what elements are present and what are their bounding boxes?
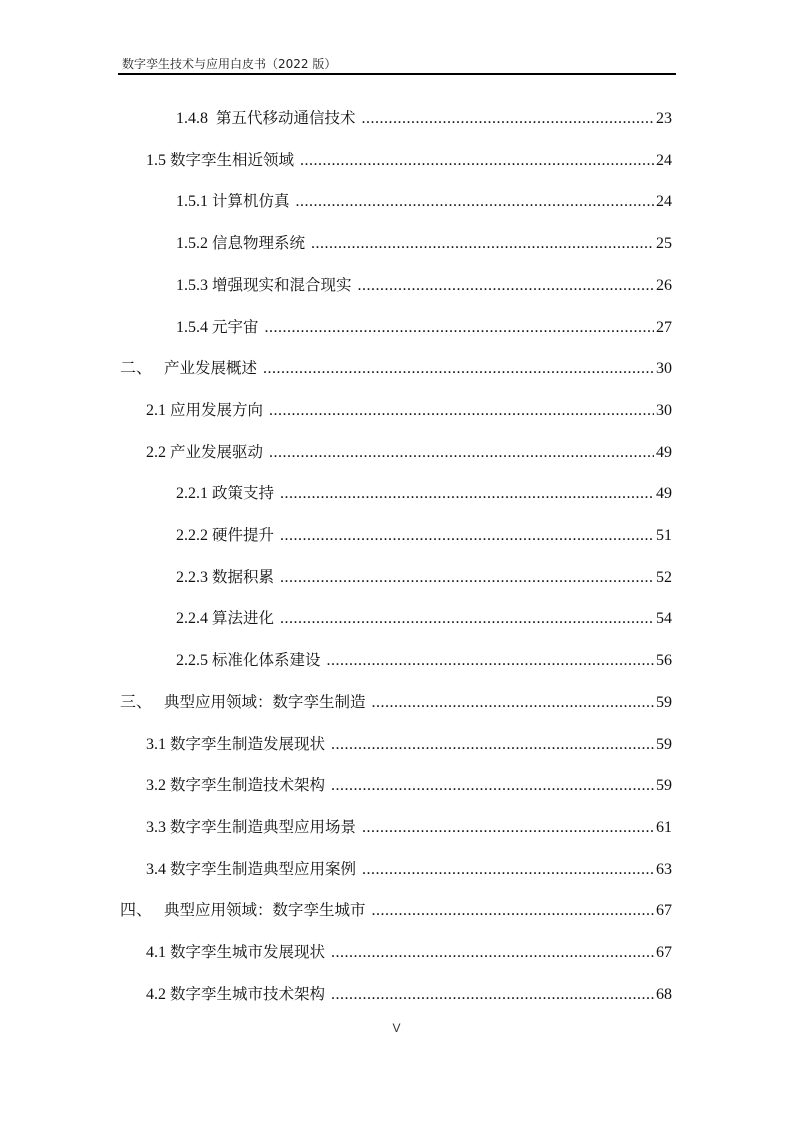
toc-leader-dots — [280, 566, 654, 590]
toc-number: 3.4 — [146, 860, 170, 878]
toc-leader-dots — [362, 107, 654, 131]
toc-entry[interactable] — [146, 773, 672, 797]
toc-leader-dots — [331, 983, 654, 1007]
toc-leader-dots — [331, 733, 654, 757]
toc-leader-dots — [327, 649, 654, 673]
toc-leader-dots — [300, 149, 654, 173]
toc-title: 典型应用领域：数字孪生城市 — [164, 901, 366, 920]
toc-number: 1.5.3 — [176, 276, 212, 294]
toc-entry[interactable] — [146, 398, 672, 422]
toc-title: 元宇宙 — [212, 317, 259, 336]
toc-number: 2.2.1 — [176, 485, 212, 503]
toc-entry[interactable] — [146, 857, 672, 881]
toc-entry[interactable] — [176, 648, 672, 672]
toc-leader-dots — [372, 899, 654, 923]
toc-number: 四、 — [120, 902, 165, 920]
toc-page-number: 24 — [656, 151, 672, 169]
toc-page-number: 68 — [656, 985, 672, 1003]
toc-leader-dots — [372, 691, 654, 715]
toc-leader-dots — [331, 941, 654, 965]
toc-number: 4.1 — [146, 944, 170, 961]
toc-page-number: 25 — [656, 235, 672, 253]
toc-entry[interactable] — [146, 148, 672, 172]
toc-number: 3.1 — [146, 735, 170, 753]
toc-page-number: 23 — [656, 110, 672, 127]
toc-page-number: 27 — [656, 318, 672, 336]
toc-leader-dots — [362, 816, 654, 840]
toc-number: 1.5 — [146, 151, 170, 169]
toc-leader-dots — [280, 607, 654, 631]
toc-entry[interactable] — [176, 481, 672, 505]
toc-leader-dots — [362, 858, 654, 882]
toc-title: 标准化体系建设 — [212, 651, 321, 670]
toc-entry[interactable] — [120, 898, 672, 922]
header-rule — [118, 73, 676, 75]
toc-entry[interactable] — [176, 189, 672, 213]
toc-page-number: 59 — [656, 693, 672, 711]
toc-leader-dots — [280, 482, 654, 506]
toc-number: 二、 — [120, 360, 165, 378]
toc-number: 3.3 — [146, 818, 170, 836]
toc-number: 1.5.1 — [176, 193, 212, 211]
toc-page-number: 30 — [656, 401, 672, 419]
toc-number: 2.2.3 — [176, 568, 212, 586]
toc-entry[interactable] — [146, 940, 672, 964]
page-number-footer: V — [392, 1021, 401, 1035]
toc-number: 4.2 — [146, 985, 170, 1003]
toc-page-number: 30 — [656, 360, 672, 378]
toc-entry[interactable] — [176, 523, 672, 547]
toc-title: 典型应用领域：数字孪生制造 — [164, 692, 366, 711]
toc-page-number: 49 — [656, 485, 672, 503]
toc-leader-dots — [296, 190, 654, 214]
running-header: 数字孪生技术与应用白皮书（2022 版） — [122, 57, 337, 71]
toc-number: 2.2.2 — [176, 527, 212, 544]
toc-entry[interactable] — [176, 565, 672, 589]
toc-title: 应用发展方向 — [170, 400, 264, 419]
toc-entry[interactable] — [146, 815, 672, 839]
toc-title: 数字孪生制造技术架构 — [170, 776, 326, 795]
toc-leader-dots — [263, 357, 654, 381]
toc-title: 计算机仿真 — [212, 192, 290, 211]
toc-title: 数字孪生制造典型应用场景 — [170, 817, 357, 836]
toc-page-number: 49 — [656, 443, 672, 461]
toc-leader-dots — [269, 441, 654, 465]
toc-page-number: 26 — [656, 276, 672, 294]
toc-page-number: 67 — [656, 944, 672, 961]
toc-title: 产业发展驱动 — [170, 442, 264, 461]
toc-page-number: 51 — [656, 527, 672, 544]
toc-number: 1.4.8 — [176, 110, 216, 127]
toc-entry[interactable] — [120, 690, 672, 714]
toc-leader-dots — [269, 399, 654, 423]
toc-number: 2.2.4 — [176, 610, 212, 628]
toc-entry[interactable] — [176, 273, 672, 297]
toc-page-number: 52 — [656, 568, 672, 586]
toc-title: 数字孪生相近领域 — [170, 150, 295, 169]
toc-title: 硬件提升 — [212, 526, 275, 544]
toc-title: 信息物理系统 — [212, 234, 306, 253]
toc-entry[interactable] — [176, 231, 672, 255]
toc-number: 3.2 — [146, 777, 170, 795]
toc-entry[interactable] — [120, 356, 672, 380]
toc-entry[interactable] — [176, 106, 672, 130]
toc-leader-dots — [358, 274, 654, 298]
toc-page-number: 56 — [656, 652, 672, 670]
toc-entry[interactable] — [176, 315, 672, 339]
toc-title: 增强现实和混合现实 — [212, 275, 352, 294]
toc-page-number: 54 — [656, 610, 672, 628]
toc-number: 三、 — [120, 693, 165, 711]
toc-title: 算法进化 — [212, 609, 275, 628]
toc-leader-dots — [265, 316, 654, 340]
toc-leader-dots — [280, 524, 654, 548]
toc-page-number: 67 — [656, 902, 672, 920]
toc-number: 1.5.2 — [176, 235, 212, 253]
toc-title: 第五代移动通信技术 — [216, 109, 356, 127]
toc-entry[interactable] — [146, 732, 672, 756]
toc-title: 数字孪生制造典型应用案例 — [170, 859, 357, 878]
toc-title: 数字孪生城市发展现状 — [170, 943, 326, 961]
toc-entry[interactable] — [146, 982, 672, 1006]
toc-title: 产业发展概述 — [164, 359, 258, 378]
toc-number: 2.1 — [146, 401, 170, 419]
toc-title: 数字孪生制造发展现状 — [170, 734, 326, 753]
toc-title: 数据积累 — [212, 567, 275, 586]
toc-number: 2.2.5 — [176, 652, 212, 670]
toc-number: 2.2 — [146, 443, 170, 461]
toc-page-number: 59 — [656, 777, 672, 795]
toc-leader-dots — [331, 774, 654, 798]
toc-page-number: 63 — [656, 860, 672, 878]
toc-page-number: 61 — [656, 818, 672, 836]
toc-title: 数字孪生城市技术架构 — [170, 984, 326, 1003]
toc-entry[interactable] — [146, 440, 672, 464]
toc-page-number: 59 — [656, 735, 672, 753]
toc-page-number: 24 — [656, 193, 672, 211]
toc-leader-dots — [311, 232, 654, 256]
toc-title: 政策支持 — [212, 484, 275, 503]
toc-number: 1.5.4 — [176, 318, 212, 336]
toc-entry[interactable] — [176, 606, 672, 630]
